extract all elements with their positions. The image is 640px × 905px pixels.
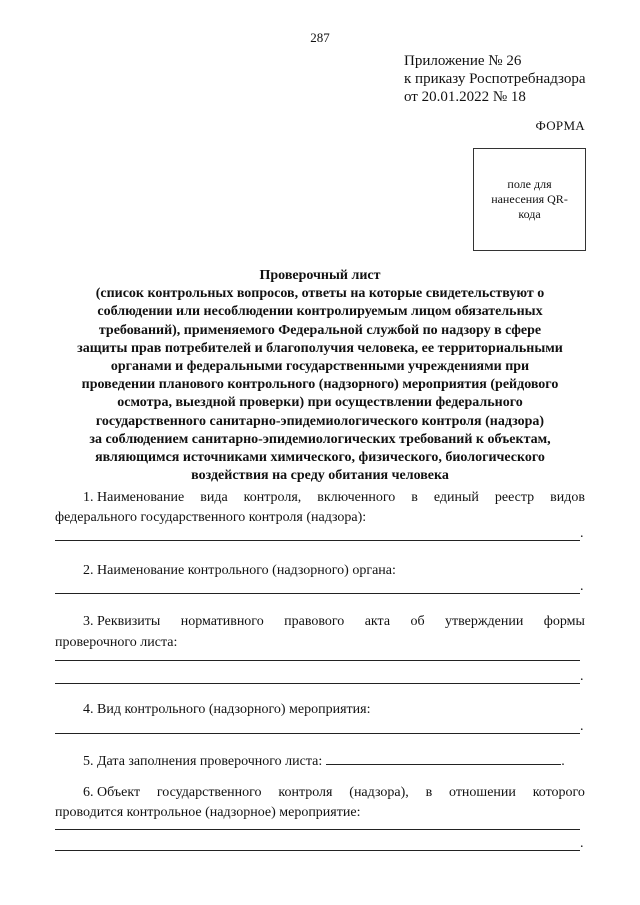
line-end-mark: . [580,526,584,541]
item-2-label: 2. Наименование контрольного (надзорного) органа: [83,563,396,578]
title-line: (список контрольных вопросов, ответы на которые свидетельствуют о [95,286,545,302]
appendix-date: от 20.01.2022 № 18 [404,89,526,105]
line-end-mark: . [580,719,584,734]
item-6-second-line: проводится контрольное (надзорное) мероприятие: [55,805,361,820]
item-3-second-line: проверочного листа: [55,635,178,650]
item-1-first-line: 1. Наименование вида контроля, включенного в единый реестр видов [83,490,585,505]
title-line: за соблюдением санитарно-эпидемиологических требований к объектам, [89,431,551,447]
qr-placeholder-text: поле для нанесения QR-кода [491,177,568,221]
item-6-first-line: 6. Объект государственного контроля (надзора), в отношении которого [83,785,585,800]
page-number: 287 [310,30,330,45]
line-end-mark: . [580,579,584,594]
title-line: органами и федеральными государственными учреждениями при [110,359,530,375]
item-6-fill-line[interactable] [55,829,580,830]
item-3-fill-line[interactable] [55,683,580,684]
item-6-fill-line[interactable] [55,850,580,851]
item-4-label: 4. Вид контрольного (надзорного) мероприятия: [83,702,371,717]
item-5-fill-line[interactable] [326,750,561,765]
item-5-row [55,750,613,772]
item-3-fill-line[interactable] [55,660,580,661]
document-title [50,267,590,485]
appendix-order: к приказу Роспотребнадзора [404,71,586,87]
line-end-mark: . [580,669,584,684]
title-line: осмотра, выездной проверки) при осуществлении федерального [117,395,523,411]
item-1-fill-line[interactable] [55,540,580,541]
item-4-fill-line[interactable] [55,733,580,734]
item-5-label: 5. Дата заполнения проверочного листа: [83,754,323,769]
appendix-number: Приложение № 26 [404,53,522,69]
title-line: воздействия на среду обитания человека [191,468,449,484]
line-end-mark: . [580,836,584,851]
title-line: соблюдении или несоблюдении контролируемым лицом обязательных [97,304,543,320]
title-line: государственного санитарно-эпидемиологического контроля (надзора) [95,413,545,429]
title-line: защиты прав потребителей и благополучия человека, ее территориальными [77,340,563,356]
appendix-reference [404,52,586,106]
qr-code-placeholder [473,148,586,251]
form-label: ФОРМА [535,118,585,133]
item-2-fill-line[interactable] [55,593,580,594]
title-line: требований), применяемого Федеральной службой по надзору в сфере [98,322,542,338]
item-1-second-line: федерального государственного контроля (надзора): [55,510,367,525]
title-heading: Проверочный лист [259,268,381,283]
title-line: являющимся источниками химического, физического, биологического [95,450,545,466]
line-end-mark: . [561,754,565,769]
title-line: проведении планового контрольного (надзорного) мероприятия (рейдового [81,377,559,393]
item-3-first-line: 3. Реквизиты нормативного правового акта об утверждении формы [83,614,585,629]
